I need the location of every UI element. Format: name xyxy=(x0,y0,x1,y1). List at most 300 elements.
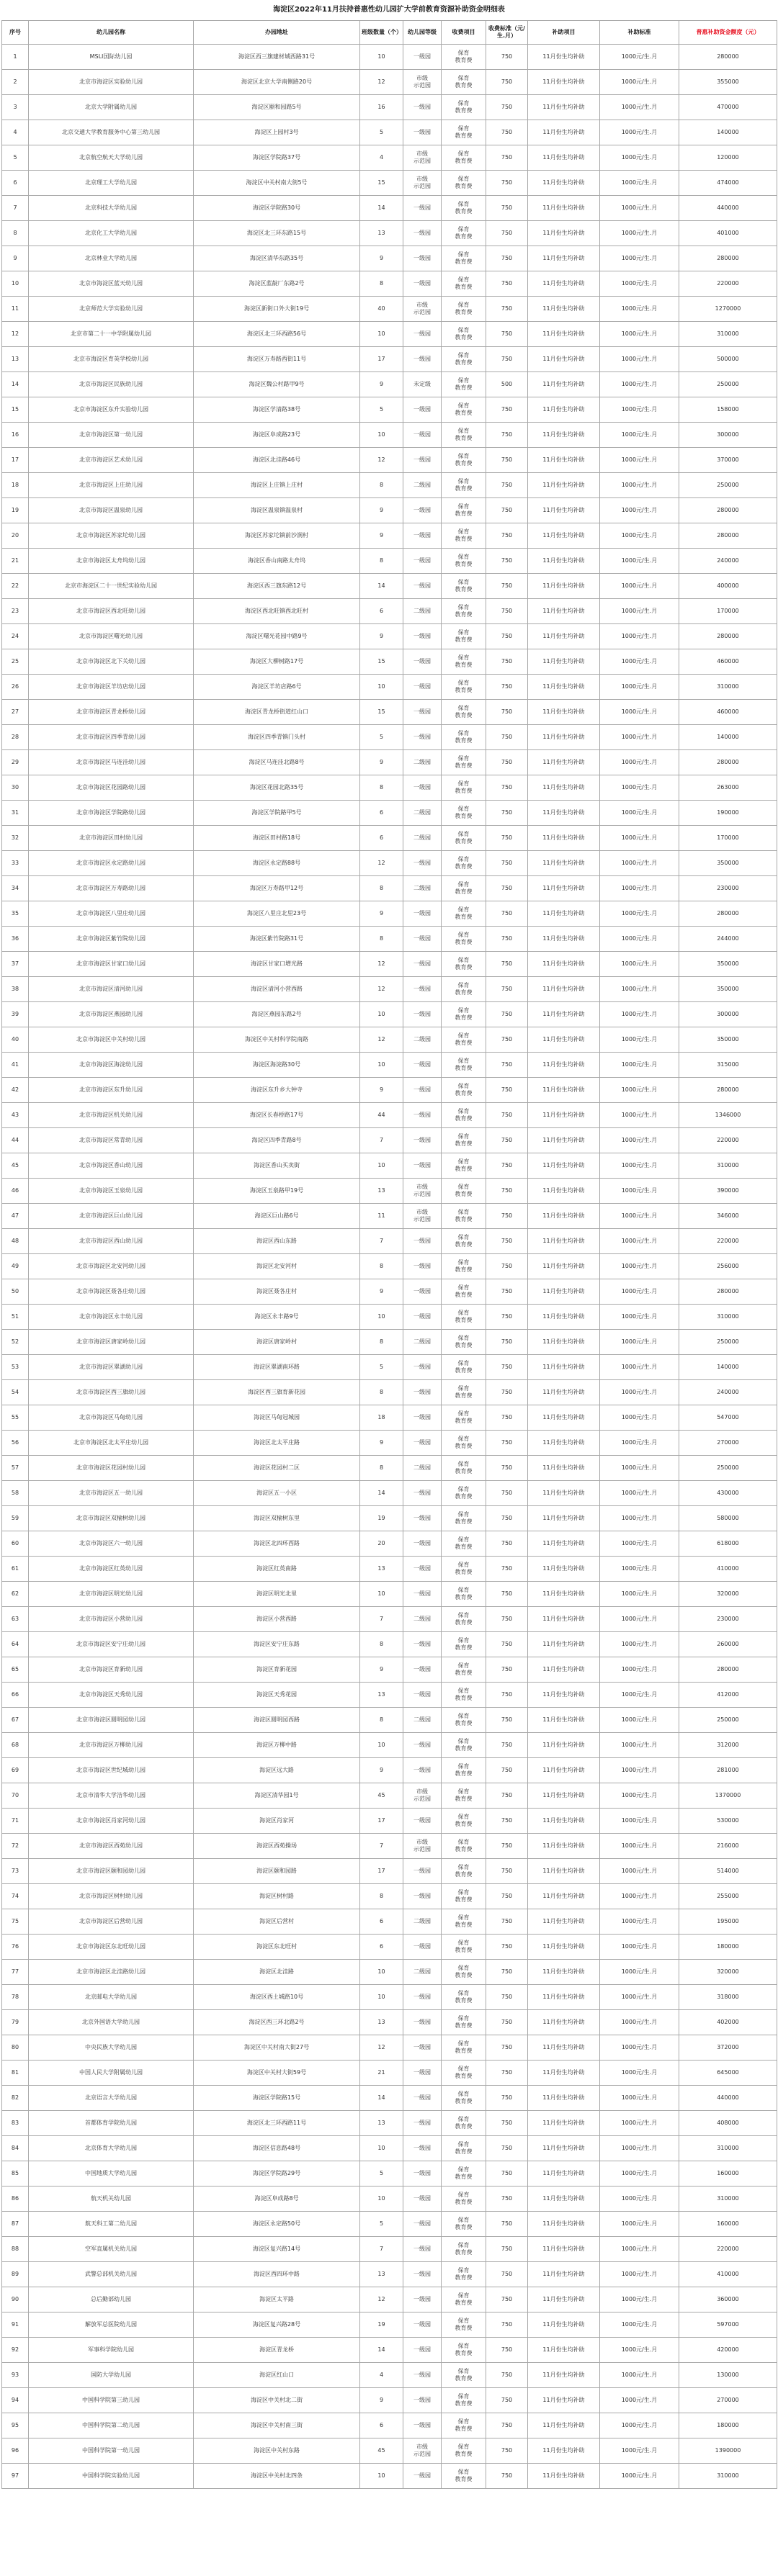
fee-item: 保育 教育费 xyxy=(442,1683,486,1708)
kindergarten-level: 一级园 xyxy=(403,196,442,221)
subsidy-standard: 1000元/生.月 xyxy=(600,1683,679,1708)
kindergarten-name: 空军直属机关幼儿园 xyxy=(29,2237,194,2262)
kindergarten-name: 北京市海淀区温泉幼儿园 xyxy=(29,498,194,523)
fee-item: 保育 教育费 xyxy=(442,1582,486,1607)
fee-item: 保育 教育费 xyxy=(442,1909,486,1935)
fee-standard: 750 xyxy=(486,1783,528,1809)
kindergarten-level: 一级园 xyxy=(403,549,442,574)
fee-standard: 750 xyxy=(486,473,528,498)
kindergarten-level: 一级园 xyxy=(403,1431,442,1456)
fee-item: 保育 教育费 xyxy=(442,1834,486,1859)
subsidy-amount: 250000 xyxy=(679,473,777,498)
kindergarten-address: 海淀区西三旗建材城西路31号 xyxy=(194,45,360,70)
kindergarten-name: 北京市海淀区上庄幼儿园 xyxy=(29,473,194,498)
subsidy-item: 11月份生均补助 xyxy=(528,2438,600,2464)
fee-item: 保育 教育费 xyxy=(442,2111,486,2136)
kindergarten-name: 中国人民大学附属幼儿园 xyxy=(29,2061,194,2086)
class-count: 11 xyxy=(360,1204,403,1229)
subsidy-standard: 1000元/生.月 xyxy=(600,1380,679,1405)
fee-item: 保育 教育费 xyxy=(442,977,486,1002)
subsidy-amount: 280000 xyxy=(679,498,777,523)
fee-standard: 750 xyxy=(486,1405,528,1431)
kindergarten-level: 一级园 xyxy=(403,2010,442,2035)
subsidy-standard: 1000元/生.月 xyxy=(600,700,679,725)
fee-standard: 750 xyxy=(486,1935,528,1960)
subsidy-amount: 280000 xyxy=(679,1657,777,1683)
kindergarten-address: 海淀区西苑操场 xyxy=(194,1834,360,1859)
table-row xyxy=(2,2338,777,2363)
kindergarten-address: 海淀区西北旺镇西北旺村 xyxy=(194,599,360,624)
fee-standard: 750 xyxy=(486,2363,528,2388)
subsidy-standard: 1000元/生.月 xyxy=(600,2262,679,2287)
table-row xyxy=(2,2086,777,2111)
fee-standard: 750 xyxy=(486,826,528,851)
row-number: 73 xyxy=(2,1859,29,1884)
fee-item: 保育 教育费 xyxy=(442,2212,486,2237)
subsidy-standard: 1000元/生.月 xyxy=(600,750,679,775)
row-number: 71 xyxy=(2,1809,29,1834)
table-row xyxy=(2,549,777,574)
fee-standard: 750 xyxy=(486,297,528,322)
fee-item: 保育 教育费 xyxy=(442,1204,486,1229)
row-number: 24 xyxy=(2,624,29,649)
subsidy-standard: 1000元/生.月 xyxy=(600,2111,679,2136)
subsidy-standard: 1000元/生.月 xyxy=(600,322,679,347)
kindergarten-name: 北京市海淀区田村幼儿园 xyxy=(29,826,194,851)
subsidy-amount: 280000 xyxy=(679,624,777,649)
fee-standard: 750 xyxy=(486,1809,528,1834)
table-row xyxy=(2,1103,777,1128)
subsidy-amount: 360000 xyxy=(679,2287,777,2312)
header-subsidy-amount: 普惠补助资金额度（元） xyxy=(679,21,777,45)
subsidy-item: 11月份生均补助 xyxy=(528,297,600,322)
table-row xyxy=(2,2035,777,2061)
table-row xyxy=(2,2363,777,2388)
subsidy-standard: 1000元/生.月 xyxy=(600,1909,679,1935)
subsidy-standard: 1000元/生.月 xyxy=(600,171,679,196)
fee-standard: 750 xyxy=(486,171,528,196)
kindergarten-level: 二级园 xyxy=(403,826,442,851)
subsidy-standard: 1000元/生.月 xyxy=(600,649,679,675)
table-row xyxy=(2,2262,777,2287)
fee-item: 保育 教育费 xyxy=(442,2061,486,2086)
kindergarten-level: 一级园 xyxy=(403,1053,442,1078)
header-class-count: 班级数量（个） xyxy=(360,21,403,45)
subsidy-amount: 315000 xyxy=(679,1053,777,1078)
subsidy-item: 11月份生均补助 xyxy=(528,423,600,448)
subsidy-standard: 1000元/生.月 xyxy=(600,246,679,271)
subsidy-amount: 158000 xyxy=(679,397,777,423)
kindergarten-level: 一级园 xyxy=(403,1935,442,1960)
kindergarten-address: 海淀区双榆树东里 xyxy=(194,1506,360,1531)
subsidy-amount: 310000 xyxy=(679,1305,777,1330)
subsidy-standard: 1000元/生.月 xyxy=(600,145,679,171)
fee-standard: 750 xyxy=(486,2187,528,2212)
subsidy-amount: 408000 xyxy=(679,2111,777,2136)
subsidy-item: 11月份生均补助 xyxy=(528,1355,600,1380)
row-number: 82 xyxy=(2,2086,29,2111)
class-count: 15 xyxy=(360,700,403,725)
table-row xyxy=(2,246,777,271)
kindergarten-name: 北京市海淀区颐和园幼儿园 xyxy=(29,1859,194,1884)
kindergarten-level: 一级园 xyxy=(403,2287,442,2312)
row-number: 18 xyxy=(2,473,29,498)
class-count: 16 xyxy=(360,95,403,120)
row-number: 38 xyxy=(2,977,29,1002)
row-number: 23 xyxy=(2,599,29,624)
fee-standard: 750 xyxy=(486,1834,528,1859)
subsidy-amount: 256000 xyxy=(679,1254,777,1279)
kindergarten-level: 一级园 xyxy=(403,2388,442,2413)
subsidy-amount: 120000 xyxy=(679,145,777,171)
row-number: 87 xyxy=(2,2212,29,2237)
subsidy-standard: 1000元/生.月 xyxy=(600,423,679,448)
subsidy-item: 11月份生均补助 xyxy=(528,1078,600,1103)
kindergarten-name: 北京市海淀区永丰幼儿园 xyxy=(29,1305,194,1330)
fee-standard: 750 xyxy=(486,1179,528,1204)
subsidy-standard: 1000元/生.月 xyxy=(600,1607,679,1632)
kindergarten-address: 海淀区四季青镇门头村 xyxy=(194,725,360,750)
header-level: 幼儿园等级 xyxy=(403,21,442,45)
table-row xyxy=(2,2388,777,2413)
subsidy-amount: 250000 xyxy=(679,1456,777,1481)
subsidy-item: 11月份生均补助 xyxy=(528,1053,600,1078)
kindergarten-level: 一级园 xyxy=(403,1254,442,1279)
kindergarten-name: 北京市海淀区西苑幼儿园 xyxy=(29,1834,194,1859)
kindergarten-name: 北京市海淀区紫竹院幼儿园 xyxy=(29,927,194,952)
fee-item: 保育 教育费 xyxy=(442,2086,486,2111)
row-number: 84 xyxy=(2,2136,29,2161)
row-number: 50 xyxy=(2,1279,29,1305)
kindergarten-address: 海淀区清华东路35号 xyxy=(194,246,360,271)
row-number: 27 xyxy=(2,700,29,725)
kindergarten-name: 北京市海淀区清河幼儿园 xyxy=(29,977,194,1002)
kindergarten-address: 海淀区安宁庄东路 xyxy=(194,1632,360,1657)
fee-item: 保育 教育费 xyxy=(442,70,486,95)
subsidy-item: 11月份生均补助 xyxy=(528,1380,600,1405)
subsidy-standard: 1000元/生.月 xyxy=(600,45,679,70)
row-number: 70 xyxy=(2,1783,29,1809)
fee-item: 保育 教育费 xyxy=(442,372,486,397)
kindergarten-level: 一级园 xyxy=(403,700,442,725)
subsidy-item: 11月份生均补助 xyxy=(528,171,600,196)
fee-item: 保育 教育费 xyxy=(442,196,486,221)
table-row xyxy=(2,297,777,322)
kindergarten-address: 海淀区新街口外大街19号 xyxy=(194,297,360,322)
row-number: 64 xyxy=(2,1632,29,1657)
subsidy-standard: 1000元/生.月 xyxy=(600,1531,679,1557)
row-number: 58 xyxy=(2,1481,29,1506)
subsidy-item: 11月份生均补助 xyxy=(528,2212,600,2237)
subsidy-amount: 270000 xyxy=(679,2388,777,2413)
kindergarten-name: 北京化工大学幼儿园 xyxy=(29,221,194,246)
table-row xyxy=(2,2312,777,2338)
class-count: 8 xyxy=(360,775,403,801)
subsidy-amount: 580000 xyxy=(679,1506,777,1531)
subsidy-item: 11月份生均补助 xyxy=(528,1506,600,1531)
kindergarten-address: 海淀区太平路 xyxy=(194,2287,360,2312)
row-number: 4 xyxy=(2,120,29,145)
kindergarten-name: 北京市海淀区西山幼儿园 xyxy=(29,1229,194,1254)
row-number: 40 xyxy=(2,1027,29,1053)
class-count: 13 xyxy=(360,1557,403,1582)
kindergarten-level: 一级园 xyxy=(403,1153,442,1179)
class-count: 17 xyxy=(360,1809,403,1834)
subsidy-amount: 180000 xyxy=(679,2413,777,2438)
row-number: 29 xyxy=(2,750,29,775)
fee-item: 保育 教育费 xyxy=(442,1884,486,1909)
kindergarten-level: 市级 示范园 xyxy=(403,171,442,196)
kindergarten-address: 海淀区温泉镇温泉村 xyxy=(194,498,360,523)
subsidy-item: 11月份生均补助 xyxy=(528,347,600,372)
fee-standard: 750 xyxy=(486,624,528,649)
table-body xyxy=(2,45,777,2489)
fee-standard: 750 xyxy=(486,1531,528,1557)
table-row xyxy=(2,1632,777,1657)
class-count: 21 xyxy=(360,2061,403,2086)
class-count: 10 xyxy=(360,1733,403,1758)
subsidy-standard: 1000元/生.月 xyxy=(600,1305,679,1330)
row-number: 10 xyxy=(2,271,29,297)
kindergarten-name: 北京市海淀区香山幼儿园 xyxy=(29,1153,194,1179)
kindergarten-level: 一级园 xyxy=(403,1002,442,1027)
kindergarten-address: 海淀区北三环西路56号 xyxy=(194,322,360,347)
class-count: 5 xyxy=(360,2212,403,2237)
kindergarten-name: 中央民族大学幼儿园 xyxy=(29,2035,194,2061)
subsidy-item: 11月份生均补助 xyxy=(528,574,600,599)
fee-item: 保育 教育费 xyxy=(442,2010,486,2035)
subsidy-item: 11月份生均补助 xyxy=(528,2111,600,2136)
fee-item: 保育 教育费 xyxy=(442,95,486,120)
row-number: 3 xyxy=(2,95,29,120)
kindergarten-name: 北京市海淀区唐家岭幼儿园 xyxy=(29,1330,194,1355)
subsidy-item: 11月份生均补助 xyxy=(528,1305,600,1330)
class-count: 10 xyxy=(360,1153,403,1179)
subsidy-item: 11月份生均补助 xyxy=(528,2287,600,2312)
fee-standard: 750 xyxy=(486,322,528,347)
kindergarten-address: 海淀区树村路 xyxy=(194,1884,360,1909)
row-number: 14 xyxy=(2,372,29,397)
kindergarten-level: 二级园 xyxy=(403,1909,442,1935)
fee-standard: 750 xyxy=(486,1380,528,1405)
subsidy-standard: 1000元/生.月 xyxy=(600,1279,679,1305)
kindergarten-name: 北京市海淀区万柳幼儿园 xyxy=(29,1733,194,1758)
fee-item: 保育 教育费 xyxy=(442,1305,486,1330)
subsidy-amount: 280000 xyxy=(679,750,777,775)
kindergarten-name: 军事科学院幼儿园 xyxy=(29,2338,194,2363)
class-count: 8 xyxy=(360,1254,403,1279)
fee-item: 保育 教育费 xyxy=(442,901,486,927)
subsidy-item: 11月份生均补助 xyxy=(528,1960,600,1985)
subsidy-item: 11月份生均补助 xyxy=(528,1027,600,1053)
fee-standard: 750 xyxy=(486,145,528,171)
fee-standard: 750 xyxy=(486,1153,528,1179)
row-number: 61 xyxy=(2,1557,29,1582)
fee-standard: 750 xyxy=(486,2464,528,2489)
subsidy-standard: 1000元/生.月 xyxy=(600,725,679,750)
class-count: 40 xyxy=(360,297,403,322)
subsidy-amount: 240000 xyxy=(679,1380,777,1405)
kindergarten-level: 一级园 xyxy=(403,1229,442,1254)
class-count: 19 xyxy=(360,2312,403,2338)
kindergarten-address: 海淀区香山买卖街 xyxy=(194,1153,360,1179)
kindergarten-address: 海淀区上庄镇上庄村 xyxy=(194,473,360,498)
subsidy-amount: 355000 xyxy=(679,70,777,95)
subsidy-amount: 281000 xyxy=(679,1758,777,1783)
kindergarten-address: 海淀区西四环中路 xyxy=(194,2262,360,2287)
row-number: 45 xyxy=(2,1153,29,1179)
kindergarten-address: 海淀区后营村 xyxy=(194,1909,360,1935)
kindergarten-name: 北京市海淀区马甸幼儿园 xyxy=(29,1405,194,1431)
kindergarten-name: 北京市海淀区红英幼儿园 xyxy=(29,1557,194,1582)
kindergarten-address: 海淀区东北旺村 xyxy=(194,1935,360,1960)
fee-item: 保育 教育费 xyxy=(442,952,486,977)
table-row xyxy=(2,1128,777,1153)
subsidy-amount: 255000 xyxy=(679,1884,777,1909)
subsidy-item: 11月份生均补助 xyxy=(528,1909,600,1935)
subsidy-item: 11月份生均补助 xyxy=(528,448,600,473)
subsidy-amount: 401000 xyxy=(679,221,777,246)
table-row xyxy=(2,1582,777,1607)
kindergarten-level: 一级园 xyxy=(403,927,442,952)
kindergarten-level: 市级 示范园 xyxy=(403,70,442,95)
kindergarten-name: 国防大学幼儿园 xyxy=(29,2363,194,2388)
fee-item: 保育 教育费 xyxy=(442,1557,486,1582)
kindergarten-level: 一级园 xyxy=(403,2312,442,2338)
fee-standard: 750 xyxy=(486,1254,528,1279)
header-row-number: 序号 xyxy=(2,21,29,45)
subsidy-standard: 1000元/生.月 xyxy=(600,1254,679,1279)
kindergarten-address: 海淀区圆明园西路 xyxy=(194,1708,360,1733)
fee-standard: 750 xyxy=(486,1960,528,1985)
row-number: 2 xyxy=(2,70,29,95)
kindergarten-address: 海淀区羊坊店路6号 xyxy=(194,675,360,700)
subsidy-amount: 310000 xyxy=(679,675,777,700)
kindergarten-level: 一级园 xyxy=(403,397,442,423)
fee-standard: 750 xyxy=(486,523,528,549)
kindergarten-name: 北京市海淀区聂各庄幼儿园 xyxy=(29,1279,194,1305)
kindergarten-name: 北京市海淀区育新幼儿园 xyxy=(29,1657,194,1683)
subsidy-item: 11月份生均补助 xyxy=(528,1708,600,1733)
fee-item: 保育 教育费 xyxy=(442,2413,486,2438)
table-row xyxy=(2,1481,777,1506)
row-number: 37 xyxy=(2,952,29,977)
subsidy-standard: 1000元/生.月 xyxy=(600,801,679,826)
class-count: 14 xyxy=(360,196,403,221)
subsidy-amount: 530000 xyxy=(679,1809,777,1834)
subsidy-standard: 1000元/生.月 xyxy=(600,1330,679,1355)
fee-item: 保育 教育费 xyxy=(442,1657,486,1683)
class-count: 8 xyxy=(360,927,403,952)
kindergarten-name: 北京市海淀区天秀幼儿园 xyxy=(29,1683,194,1708)
class-count: 10 xyxy=(360,2187,403,2212)
subsidy-item: 11月份生均补助 xyxy=(528,1002,600,1027)
fee-standard: 750 xyxy=(486,423,528,448)
kindergarten-name: 北京市海淀区翠湖幼儿园 xyxy=(29,1355,194,1380)
table-row xyxy=(2,45,777,70)
kindergarten-name: 中国科学院第三幼儿园 xyxy=(29,2388,194,2413)
fee-item: 保育 教育费 xyxy=(442,120,486,145)
fee-standard: 750 xyxy=(486,1002,528,1027)
fee-standard: 750 xyxy=(486,1431,528,1456)
fee-standard: 750 xyxy=(486,775,528,801)
table-row xyxy=(2,649,777,675)
fee-standard: 750 xyxy=(486,1632,528,1657)
subsidy-standard: 1000元/生.月 xyxy=(600,2061,679,2086)
subsidy-amount: 220000 xyxy=(679,2237,777,2262)
table-row xyxy=(2,1809,777,1834)
kindergarten-level: 一级园 xyxy=(403,725,442,750)
subsidy-amount: 280000 xyxy=(679,246,777,271)
fee-standard: 750 xyxy=(486,549,528,574)
row-number: 65 xyxy=(2,1657,29,1683)
kindergarten-address: 海淀区香山南路太舟坞 xyxy=(194,549,360,574)
kindergarten-address: 海淀区北太平庄路 xyxy=(194,1431,360,1456)
class-count: 7 xyxy=(360,1607,403,1632)
subsidy-item: 11月份生均补助 xyxy=(528,1683,600,1708)
subsidy-standard: 1000元/生.月 xyxy=(600,1935,679,1960)
class-count: 8 xyxy=(360,876,403,901)
kindergarten-address: 海淀区四季青路8号 xyxy=(194,1128,360,1153)
kindergarten-name: 北京市海淀区育英学校幼儿园 xyxy=(29,347,194,372)
kindergarten-level: 一级园 xyxy=(403,45,442,70)
table-row xyxy=(2,2161,777,2187)
kindergarten-level: 市级 示范园 xyxy=(403,1179,442,1204)
table-row xyxy=(2,1758,777,1783)
row-number: 78 xyxy=(2,1985,29,2010)
kindergarten-address: 海淀区中关村大街59号 xyxy=(194,2061,360,2086)
row-number: 1 xyxy=(2,45,29,70)
row-number: 55 xyxy=(2,1405,29,1431)
subsidy-standard: 1000元/生.月 xyxy=(600,1657,679,1683)
subsidy-item: 11月份生均补助 xyxy=(528,1330,600,1355)
subsidy-item: 11月份生均补助 xyxy=(528,901,600,927)
table-row xyxy=(2,725,777,750)
subsidy-amount: 250000 xyxy=(679,1708,777,1733)
class-count: 8 xyxy=(360,1632,403,1657)
class-count: 12 xyxy=(360,70,403,95)
subsidy-item: 11月份生均补助 xyxy=(528,952,600,977)
table-row xyxy=(2,95,777,120)
kindergarten-address: 海淀区青龙桥 xyxy=(194,2338,360,2363)
kindergarten-name: 北京市海淀区甘家口幼儿园 xyxy=(29,952,194,977)
kindergarten-level: 一级园 xyxy=(403,2212,442,2237)
subsidy-amount: 440000 xyxy=(679,2086,777,2111)
fee-item: 保育 教育费 xyxy=(442,876,486,901)
kindergarten-name: 北京市海淀区苏家坨幼儿园 xyxy=(29,523,194,549)
subsidy-standard: 1000元/生.月 xyxy=(600,498,679,523)
subsidy-item: 11月份生均补助 xyxy=(528,1758,600,1783)
kindergarten-name: 北京邮电大学幼儿园 xyxy=(29,1985,194,2010)
fee-item: 保育 教育费 xyxy=(442,171,486,196)
kindergarten-address: 海淀区学院路15号 xyxy=(194,2086,360,2111)
row-number: 36 xyxy=(2,927,29,952)
table-row xyxy=(2,2464,777,2489)
kindergarten-address: 海淀区聂各庄村 xyxy=(194,1279,360,1305)
subsidy-item: 11月份生均补助 xyxy=(528,1405,600,1431)
fee-item: 保育 教育费 xyxy=(442,1330,486,1355)
kindergarten-level: 二级园 xyxy=(403,1027,442,1053)
kindergarten-level: 一级园 xyxy=(403,1405,442,1431)
kindergarten-level: 一级园 xyxy=(403,901,442,927)
fee-standard: 750 xyxy=(486,2438,528,2464)
table-row xyxy=(2,2438,777,2464)
subsidy-standard: 1000元/生.月 xyxy=(600,2338,679,2363)
subsidy-standard: 1000元/生.月 xyxy=(600,397,679,423)
row-number: 46 xyxy=(2,1179,29,1204)
table-row xyxy=(2,1733,777,1758)
table-row xyxy=(2,1708,777,1733)
